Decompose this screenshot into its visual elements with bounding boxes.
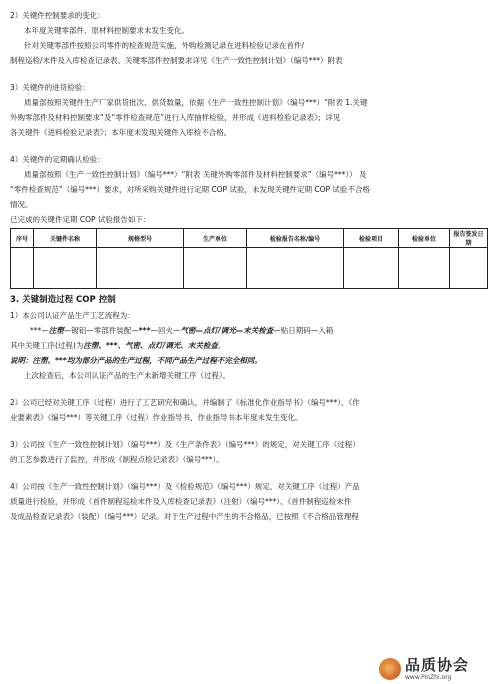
col-header: 检验单位 xyxy=(399,229,450,248)
col-header: 检验项目 xyxy=(344,229,399,248)
section-4-line-2: “零件检查规范”（编号***）要求，对所采购关键件进行定期 COP 试验，未发现关键件定期 COP 试验不合格 xyxy=(10,185,370,194)
col-header: 检验报告名称/编号 xyxy=(247,229,344,248)
p2-line-1: 2）公司已经对关键工序（过程）进行了工艺研究和确认，并编制了《标准化作业指导书》（编号***）、《作 xyxy=(10,398,360,407)
section-2-title: 2）关键件控制要求的变化： xyxy=(10,11,105,20)
section-2-line-2: 针对关键零部件按照公司零件的检查规范实施，外购检测记录在进料检验记录在首件/ xyxy=(24,41,305,50)
table-row xyxy=(11,248,488,289)
section-2-line-1: 本年度关键零部件、原材料控制要求未发生变化。 xyxy=(24,26,189,35)
watermark-logo xyxy=(379,656,491,682)
p3-line-1: 3）公司按《生产一致性控制计划》（编号***）及《生产条件表》（编号***）的规定，对关键工序（过程） xyxy=(10,440,360,449)
table-cell xyxy=(450,248,488,289)
col-header: 规格型号 xyxy=(97,229,184,248)
table-cell xyxy=(247,248,344,289)
p4-line-3: 及成品检查记录表》（装配）（编号***）记录。对于生产过程中产生的不合格品，已按照《不合格品管理程 xyxy=(10,512,359,521)
section-4-line-4: 已完成的关键件定期 COP 试验报告如下： xyxy=(10,215,151,224)
document-page xyxy=(10,8,488,524)
section-4-line-3: 情况。 xyxy=(10,200,33,209)
section-4-title: 4）关键件的定期确认检验： xyxy=(10,155,105,164)
section-3-line-1: 质量部按照关键件生产厂家供货批次、供货数量，依据《生产一致性控制计划》（编号***）“附表 1.关键 xyxy=(24,98,368,107)
col-header: 序号 xyxy=(11,229,34,248)
table-cell xyxy=(184,248,247,289)
col-header: 生产单位 xyxy=(184,229,247,248)
table-cell xyxy=(344,248,399,289)
table-cell xyxy=(11,248,34,289)
section-3-title: 3）关键件的进货检验： xyxy=(10,83,90,92)
p2-line-2: 业要素表》（编号***）等关键工序（过程）作业指导书，作业指导书本年度未发生变化。 xyxy=(10,413,303,422)
cop-report-table xyxy=(10,228,488,289)
col-header: 报告签发日期 xyxy=(450,229,488,248)
process-flow-title: 1）本公司认证产品生产工艺流程为： xyxy=(10,311,135,320)
process-note: 说明：注塑、***均为部分产品的生产过程，不同产品生产过程不完全相同。 xyxy=(10,356,262,365)
key-process-line: 其中关键工序(过程)为注塑、***、气密、点灯/调光、末关检查。 xyxy=(10,341,226,350)
review-line: 上次检查后，本公司认证产品的生产未新增关键工序（过程）。 xyxy=(24,371,231,380)
section-3-line-2: 外购零部件及材料控制要求”及“零件检查规范”进行入库抽样检验，并形成《进料检验记录表》；详见 xyxy=(10,113,341,122)
section-3-line-3: 各关键件《进料检验记录表》；本年度未发现关键件入库检不合格。 xyxy=(10,128,232,137)
col-header: 关键件名称 xyxy=(34,229,97,248)
logo-url: www.PinZhi.org xyxy=(405,673,452,681)
logo-icon xyxy=(379,658,401,680)
p4-line-1: 4）公司按《生产一致性控制计划》（编号***）及《检验规范》（编号***）规定，对关键工序（过程）产品 xyxy=(10,482,360,491)
table-header-row xyxy=(11,229,488,248)
p3-line-2: 的工艺参数进行了监控，并形成《制程点检记录表》（编号***）。 xyxy=(10,455,224,464)
table-cell xyxy=(399,248,450,289)
section-2-line-3: 制程巡检/末件及入库检查记录表。关键零部件控制要求详见《生产一致性控制计划》（编号***）附表 xyxy=(10,56,343,65)
p4-line-2: 质量进行检验，并形成《首件制程巡检末件及入库检查记录表》（注射）（编号***）、《首件制程巡检末件 xyxy=(10,497,352,506)
section-4-line-1: 质量部按照《生产一致性控制计划》（编号***）“附表 关键外购零部件及材料控制要求”（编号***）） 及 xyxy=(24,170,367,179)
table-cell xyxy=(97,248,184,289)
table-cell xyxy=(34,248,97,289)
process-flow: ***—注塑—镀铝—零部件装配—***—回火—气密—点灯/调光—末关检查—贴日期码—入箱 xyxy=(30,326,334,335)
logo-name: 品质协会 xyxy=(405,655,470,674)
cop-section-title: 3. 关键制造过程 COP 控制 xyxy=(10,295,116,305)
